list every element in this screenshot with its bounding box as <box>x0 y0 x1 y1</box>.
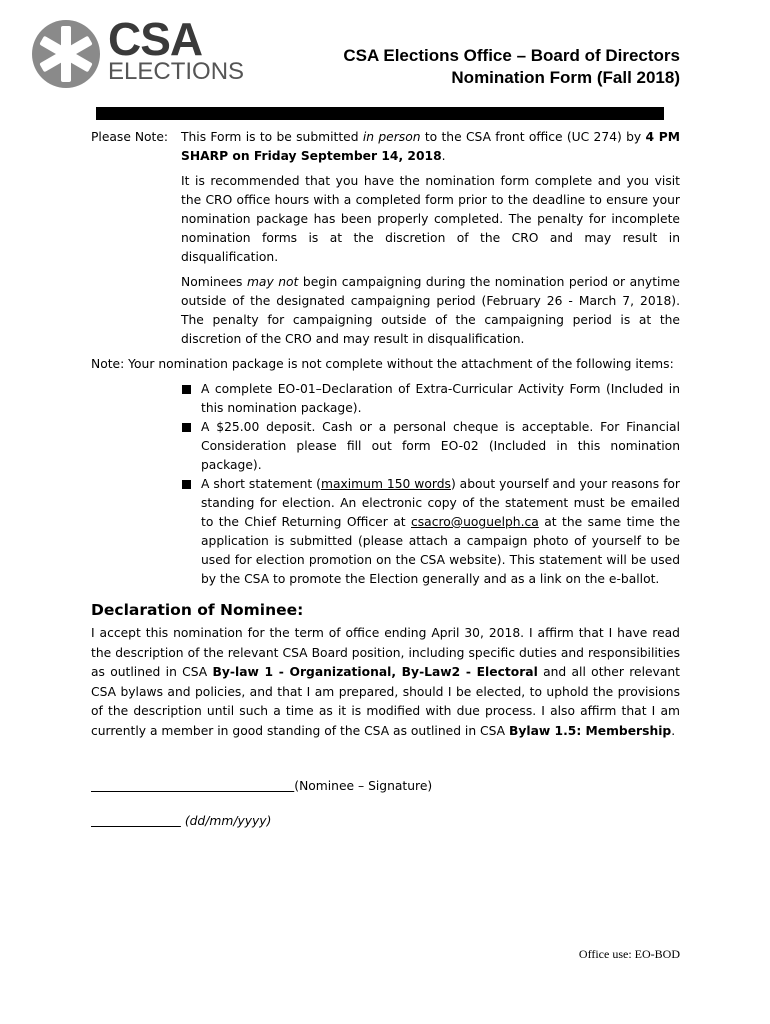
note-paragraph-1 <box>181 128 680 166</box>
list-item: A $25.00 deposit. Cash or a personal cheque is acceptable. For Financial Consideration please fill out form EO-02 (Included in this nomination package). <box>181 418 680 475</box>
csa-elections-logo <box>30 13 250 90</box>
list-item: A complete EO-01–Declaration of Extra-Curricular Activity Form (Included in this nomination package). <box>181 380 680 418</box>
please-note-section <box>91 128 680 355</box>
note-paragraph-3 <box>181 273 680 349</box>
declaration-text-3: . <box>671 723 676 738</box>
declaration-text-1: I accept this nomination for the term of office ending April 30, 2018. I affirm that I have read the description of the relevant CSA Board position, including specific duties and responsibilities as outlined in CSA <box>91 626 680 679</box>
note-p1-deadline: 4 PM SHARP on Friday September 14, 2018 <box>181 130 680 163</box>
signature-field[interactable] <box>91 777 680 796</box>
note-p1-emphasis: in person <box>362 130 421 144</box>
form-content <box>91 128 680 831</box>
logo-elections-text: ELECTIONS <box>108 58 245 85</box>
declaration-body <box>91 624 680 741</box>
date-blank[interactable] <box>91 814 181 828</box>
note-p3-emphasis: may not <box>246 275 299 289</box>
office-use-label: Office use: EO-BOD <box>578 947 680 961</box>
note-p1-text-2: to the CSA front office (UC 274) by <box>420 130 646 144</box>
declaration-bylaw-1: By-law 1 - Organizational, By-Law2 - Electoral <box>212 665 538 679</box>
note-p3-text: Nominees <box>181 275 247 289</box>
title-line-1: CSA Elections Office – Board of Directors <box>343 46 680 65</box>
declaration-text-2: and all other relevant CSA bylaws and policies, and that I am prepared, should I be elected, to uphold the provisions of the description until such a time as it is modified with due process. I also affirm that I am currently a member in good standing of the CSA as outlined in CSA <box>91 665 680 738</box>
header-rule <box>96 107 664 120</box>
logo-csa-text: CSA <box>108 13 203 65</box>
page-title <box>343 45 680 89</box>
please-note-label: Please Note: <box>91 130 169 144</box>
item3-word-limit: maximum 150 words <box>320 477 451 491</box>
cro-email-link[interactable]: csacro@uoguelph.ca <box>411 515 539 529</box>
note-paragraph-2: It is recommended that you have the nomination form complete and you visit the CRO office hours with a completed form prior to the deadline to ensure your nomination package has been properly completed. The penalty for incomplete nomination forms is at the discretion of the CRO and may result in disqualification. <box>181 174 680 264</box>
date-label: (dd/mm/yyyy) <box>180 814 272 828</box>
asterisk-logo-icon <box>30 18 106 90</box>
signature-blank[interactable] <box>91 779 294 793</box>
item3-text-3: at the same time the application is submitted (please attach a campaign photo of yourself to be used for election promotion on the CSA website). This statement will be used by the CSA to promote the Election generally and as a link on the e-ballot. <box>201 515 681 586</box>
item3-text: A short statement ( <box>201 477 321 491</box>
package-note: Note: Your nomination package is not complete without the attachment of the following items: <box>91 357 674 371</box>
date-field[interactable] <box>91 812 680 831</box>
required-items-list <box>181 380 680 589</box>
please-note-body <box>181 128 680 355</box>
title-line-2: Nomination Form (Fall 2018) <box>451 68 680 87</box>
declaration-heading: Declaration of Nominee: <box>91 601 304 619</box>
declaration-bylaw-2: Bylaw 1.5: Membership <box>509 723 672 738</box>
note-p1-text: This Form is to be submitted <box>181 130 363 144</box>
note-p1-period: . <box>441 149 446 163</box>
item3-text-2: ) about yourself and your reasons for standing for election. An electronic copy of the statement must be emailed to the Chief Returning Officer at <box>201 477 680 529</box>
list-item <box>181 475 680 589</box>
note-p3-text-2: begin campaigning during the nomination period or anytime outside of the designated campaigning period (February 26 - March 7, 2018). The penalty for campaigning outside of the campaigning period is at the discretion of the CRO and may result in disqualification. <box>181 275 680 346</box>
signature-label: (Nominee – Signature) <box>294 779 433 793</box>
